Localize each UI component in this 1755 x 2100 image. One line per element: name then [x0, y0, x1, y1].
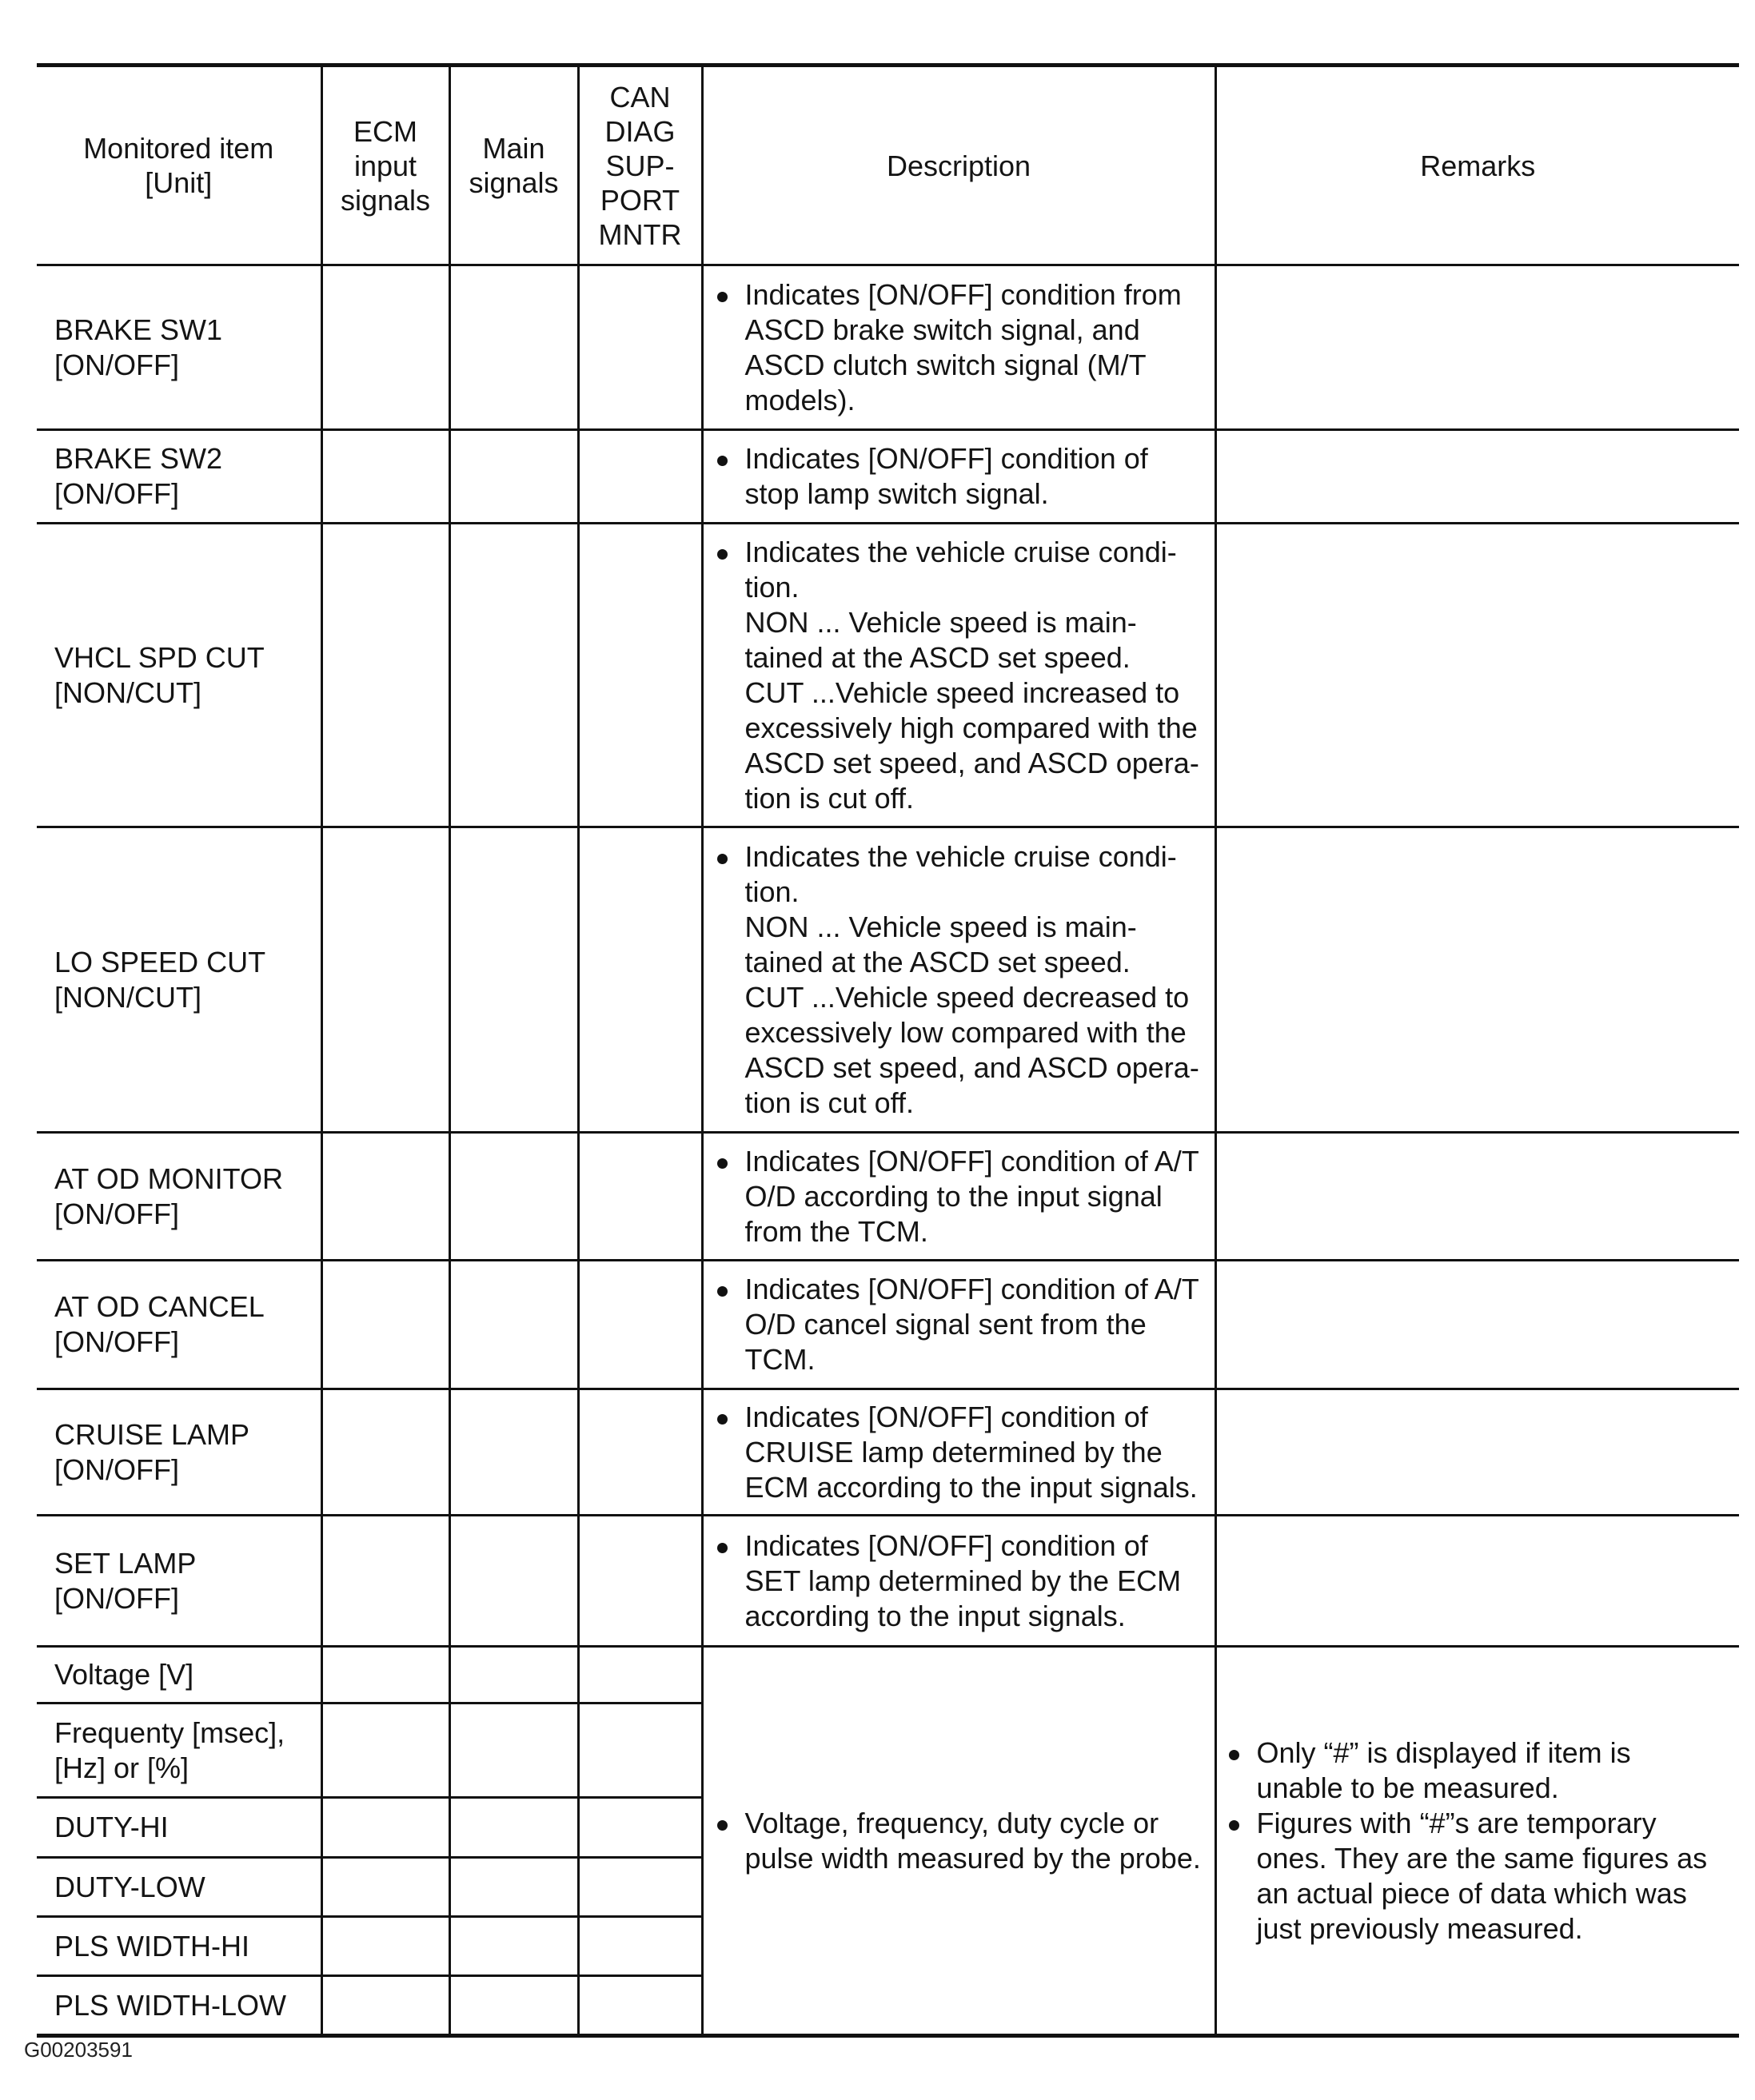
- description-text: Indicates the vehicle cruise condi- tion. NON ... Vehicle speed is main- tained at the ASCD set speed. CUT ...Vehicle speed decreased to excessively low compared with the ASCD set speed, and ASCD opera- tion is cut off.: [744, 839, 1199, 1119]
- monitored-item-cell: LO SPEED CUT [NON/CUT]: [37, 827, 321, 1133]
- can-diag-support-mntr-cell: [578, 1704, 702, 1798]
- can-diag-support-mntr-cell: [578, 1261, 702, 1389]
- ecm-input-signals-cell: [321, 524, 449, 827]
- can-diag-support-mntr-cell: [578, 1516, 702, 1647]
- main-signals-cell: [449, 1917, 578, 1976]
- description-text: Indicates [ON/OFF] condition of CRUISE lamp determined by the ECM according to the input signals.: [744, 1400, 1198, 1504]
- can-diag-support-mntr-cell: [578, 1858, 702, 1917]
- main-signals-cell: [449, 1798, 578, 1858]
- header-can-diag-support-mntr: CAN DIAG SUP- PORT MNTR: [578, 66, 702, 265]
- remarks-cell: [1215, 1516, 1739, 1647]
- can-diag-support-mntr-cell: [578, 827, 702, 1133]
- header-monitored-item: Monitored item [Unit]: [37, 66, 321, 265]
- table-row: [37, 1389, 1739, 1516]
- table-row: [37, 1133, 1739, 1261]
- main-signals-cell: [449, 1647, 578, 1704]
- remarks-cell: [1215, 1133, 1739, 1261]
- can-diag-support-mntr-cell: [578, 1647, 702, 1704]
- ecm-input-signals-cell: [321, 1516, 449, 1647]
- ecm-input-signals-cell: [321, 1917, 449, 1976]
- figure-code: G00203591: [24, 2038, 133, 2062]
- monitored-item-cell: PLS WIDTH-LOW: [37, 1976, 321, 2036]
- table-row: [37, 1516, 1739, 1647]
- main-signals-cell: [449, 1704, 578, 1798]
- ecm-input-signals-cell: [321, 1798, 449, 1858]
- bullet-icon: [717, 1820, 728, 1831]
- monitored-item-cell: DUTY-HI: [37, 1798, 321, 1858]
- ecm-input-signals-cell: [321, 1389, 449, 1516]
- description-text: Indicates [ON/OFF] condition of stop lamp switch signal.: [744, 442, 1148, 510]
- description-cell: [702, 1261, 1215, 1389]
- table-row: [37, 1261, 1739, 1389]
- bullet-icon: [1229, 1820, 1239, 1831]
- table-row: [37, 1647, 1739, 1704]
- table-row: [37, 430, 1739, 524]
- ecm-input-signals-cell: [321, 1858, 449, 1917]
- ecm-input-signals-cell: [321, 1647, 449, 1704]
- can-diag-support-mntr-cell: [578, 1917, 702, 1976]
- ecm-input-signals-cell: [321, 1976, 449, 2036]
- main-signals-cell: [449, 1261, 578, 1389]
- monitored-item-cell: VHCL SPD CUT [NON/CUT]: [37, 524, 321, 827]
- bullet-item: [745, 1144, 1215, 1249]
- description-cell: [702, 524, 1215, 827]
- description-text: Voltage, frequency, duty cycle or pulse width measured by the probe.: [744, 1806, 1201, 1875]
- monitored-item-cell: Frequenty [msec], [Hz] or [%]: [37, 1704, 321, 1798]
- monitored-item-cell: BRAKE SW2 [ON/OFF]: [37, 430, 321, 524]
- monitored-item-cell: BRAKE SW1 [ON/OFF]: [37, 265, 321, 430]
- monitored-item-cell: SET LAMP [ON/OFF]: [37, 1516, 321, 1647]
- bullet-item: [745, 1528, 1215, 1634]
- can-diag-support-mntr-cell: [578, 1976, 702, 2036]
- main-signals-cell: [449, 265, 578, 430]
- description-cell: [702, 827, 1215, 1133]
- table-row: [37, 827, 1739, 1133]
- description-text: Indicates [ON/OFF] condition of SET lamp determined by the ECM according to the input signals.: [744, 1528, 1182, 1632]
- description-cell: [702, 1516, 1215, 1647]
- description-text: Indicates [ON/OFF] condition of A/T O/D according to the input signal from the TCM.: [744, 1144, 1199, 1248]
- ecm-input-signals-cell: [321, 1704, 449, 1798]
- main-signals-cell: [449, 1516, 578, 1647]
- monitored-item-cell: AT OD CANCEL [ON/OFF]: [37, 1261, 321, 1389]
- can-diag-support-mntr-cell: [578, 1798, 702, 1858]
- description-text: Indicates [ON/OFF] condition from ASCD brake switch signal, and ASCD clutch switch signal (M/T models).: [744, 277, 1182, 416]
- bullet-icon: [1229, 1750, 1239, 1760]
- bullet-item: [1257, 1735, 1740, 1806]
- description-cell: [702, 1647, 1215, 2036]
- bullet-icon: [717, 292, 728, 302]
- bullet-icon: [717, 1414, 728, 1425]
- monitored-item-cell: Voltage [V]: [37, 1647, 321, 1704]
- table-body: [37, 66, 1739, 2036]
- monitored-item-cell: AT OD MONITOR [ON/OFF]: [37, 1133, 321, 1261]
- description-cell: [702, 1133, 1215, 1261]
- main-signals-cell: [449, 1976, 578, 2036]
- ecm-input-signals-cell: [321, 1133, 449, 1261]
- remarks-cell: [1215, 1389, 1739, 1516]
- bullet-item: [745, 839, 1215, 1121]
- ecm-input-signals-cell: [321, 1261, 449, 1389]
- monitored-item-cell: CRUISE LAMP [ON/OFF]: [37, 1389, 321, 1516]
- can-diag-support-mntr-cell: [578, 430, 702, 524]
- description-cell: [702, 265, 1215, 430]
- can-diag-support-mntr-cell: [578, 1133, 702, 1261]
- header-description: Description: [702, 66, 1215, 265]
- bullet-item: [1257, 1806, 1740, 1947]
- main-signals-cell: [449, 827, 578, 1133]
- monitor-items-table: [37, 63, 1739, 2038]
- bullet-item: [745, 441, 1215, 512]
- bullet-icon: [717, 456, 728, 466]
- monitored-item-cell: PLS WIDTH-HI: [37, 1917, 321, 1976]
- remarks-cell: [1215, 524, 1739, 827]
- remarks-cell: [1215, 1647, 1739, 2036]
- header-main-signals: Main signals: [449, 66, 578, 265]
- main-signals-cell: [449, 1389, 578, 1516]
- description-text: Indicates the vehicle cruise condi- tion. NON ... Vehicle speed is main- tained at the ASCD set speed. CUT ...Vehicle speed increased to excessively high compared with the ASCD set speed, and ASCD opera- tion is cut off.: [744, 535, 1199, 815]
- can-diag-support-mntr-cell: [578, 524, 702, 827]
- remarks-cell: [1215, 430, 1739, 524]
- remarks-cell: [1215, 265, 1739, 430]
- main-signals-cell: [449, 430, 578, 524]
- bullet-item: [745, 1806, 1215, 1876]
- bullet-item: [745, 535, 1215, 816]
- ecm-input-signals-cell: [321, 265, 449, 430]
- main-signals-cell: [449, 524, 578, 827]
- can-diag-support-mntr-cell: [578, 1389, 702, 1516]
- description-cell: [702, 1389, 1215, 1516]
- description-text: Indicates [ON/OFF] condition of A/T O/D cancel signal sent from the TCM.: [744, 1273, 1199, 1376]
- main-signals-cell: [449, 1133, 578, 1261]
- header-ecm-input-signals: ECM input signals: [321, 66, 449, 265]
- bullet-icon: [717, 549, 728, 560]
- table-row: [37, 265, 1739, 430]
- can-diag-support-mntr-cell: [578, 265, 702, 430]
- bullet-icon: [717, 854, 728, 864]
- bullet-item: [745, 1272, 1215, 1377]
- bullet-icon: [717, 1543, 728, 1553]
- remarks-text: Only “#” is displayed if item is unable to be measured.: [1256, 1735, 1631, 1804]
- description-cell: [702, 430, 1215, 524]
- remarks-cell: [1215, 827, 1739, 1133]
- bullet-item: [745, 1400, 1215, 1505]
- bullet-icon: [717, 1286, 728, 1297]
- header-remarks: Remarks: [1215, 66, 1739, 265]
- table-row: [37, 524, 1739, 827]
- ecm-input-signals-cell: [321, 430, 449, 524]
- monitored-item-cell: DUTY-LOW: [37, 1858, 321, 1917]
- remarks-cell: [1215, 1261, 1739, 1389]
- main-signals-cell: [449, 1858, 578, 1917]
- remarks-text: Figures with “#”s are temporary ones. They are the same figures as an actual piece of data which was just previously measured.: [1256, 1806, 1708, 1945]
- ecm-input-signals-cell: [321, 827, 449, 1133]
- bullet-icon: [717, 1158, 728, 1169]
- bullet-item: [745, 277, 1215, 418]
- header-row: [37, 66, 1739, 265]
